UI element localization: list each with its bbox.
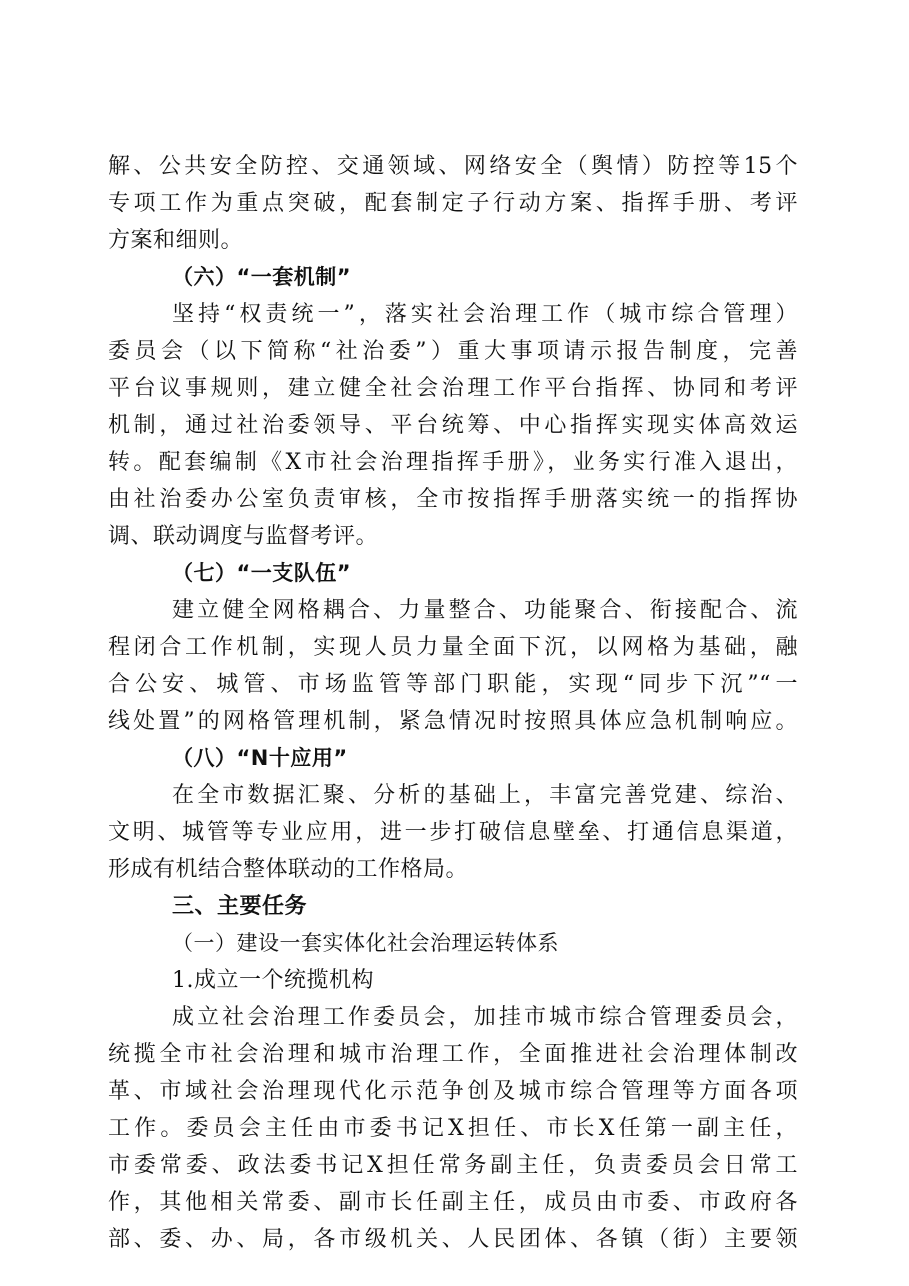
paragraph-line: 形成有机结合整体联动的工作格局。: [108, 857, 469, 882]
paragraph-line: 由社治委办公室负责审核，全市按指挥手册落实统一的指挥协: [108, 487, 798, 512]
paragraph-line: 机制，通过社治委领导、平台统筹、中心指挥实现实体高效运: [108, 413, 798, 438]
paragraph-line: 部、委、办、局，各市级机关、人民团体、各镇（街）主要领: [108, 1227, 798, 1252]
paragraph-line: 委员会（以下简称“社治委”）重大事项请示报告制度，完善: [108, 339, 798, 364]
paragraph-line: 坚持“权责统一”，落实社会治理工作（城市综合管理）: [172, 302, 798, 327]
paragraph-line: 方案和细则。: [108, 228, 244, 253]
paragraph-line: 调、联动调度与监督考评。: [108, 524, 379, 549]
section-heading-6: （六）“一套机制”: [172, 265, 352, 289]
paragraph-line: 合公安、城管、市场监管等部门职能，实现“同步下沉”“一: [108, 672, 798, 697]
paragraph-line: 专项工作为重点突破，配套制定子行动方案、指挥手册、考评: [108, 191, 798, 216]
paragraph-line: 转。配套编制《X市社会治理指挥手册》，业务实行准入退出，: [108, 450, 798, 475]
paragraph-line: 工作。委员会主任由市委书记X担任、市长X任第一副主任，: [108, 1116, 798, 1141]
paragraph-line: 线处置”的网格管理机制，紧急情况时按照具体应急机制响应。: [108, 709, 798, 734]
paragraph-line: 建立健全网格耦合、力量整合、功能聚合、衔接配合、流: [172, 598, 798, 623]
paragraph-line: 成立社会治理工作委员会，加挂市城市综合管理委员会，: [172, 1005, 798, 1030]
paragraph-line: 作，其他相关常委、副市长任副主任，成员由市委、市政府各: [108, 1190, 798, 1215]
item-heading-1: 1.成立一个统揽机构: [172, 968, 374, 993]
section-heading-1: （一）建设一套实体化社会治理运转体系: [172, 931, 559, 955]
paragraph-line: 程闭合工作机制，实现人员力量全面下沉，以网格为基础，融: [108, 635, 798, 660]
section-heading-8: （八）“N十应用”: [172, 746, 348, 770]
chapter-heading-main-tasks: 三、主要任务: [172, 894, 308, 919]
paragraph-line: 市委常委、政法委书记X担任常务副主任，负责委员会日常工: [108, 1153, 798, 1178]
paragraph-line: 在全市数据汇聚、分析的基础上，丰富完善党建、综治、: [172, 783, 798, 808]
paragraph-line: 解、公共安全防控、交通领域、网络安全（舆情）防控等15个: [108, 154, 798, 179]
paragraph-line: 统揽全市社会治理和城市治理工作，全面推进社会治理体制改: [108, 1042, 798, 1067]
paragraph-line: 平台议事规则，建立健全社会治理工作平台指挥、协同和考评: [108, 376, 798, 401]
paragraph-line: 文明、城管等专业应用，进一步打破信息壁垒、打通信息渠道，: [108, 820, 798, 845]
section-heading-7: （七）“一支队伍”: [172, 561, 352, 585]
document-page: [108, 148, 798, 1258]
paragraph-line: 革、市域社会治理现代化示范争创及城市综合管理等方面各项: [108, 1079, 798, 1104]
